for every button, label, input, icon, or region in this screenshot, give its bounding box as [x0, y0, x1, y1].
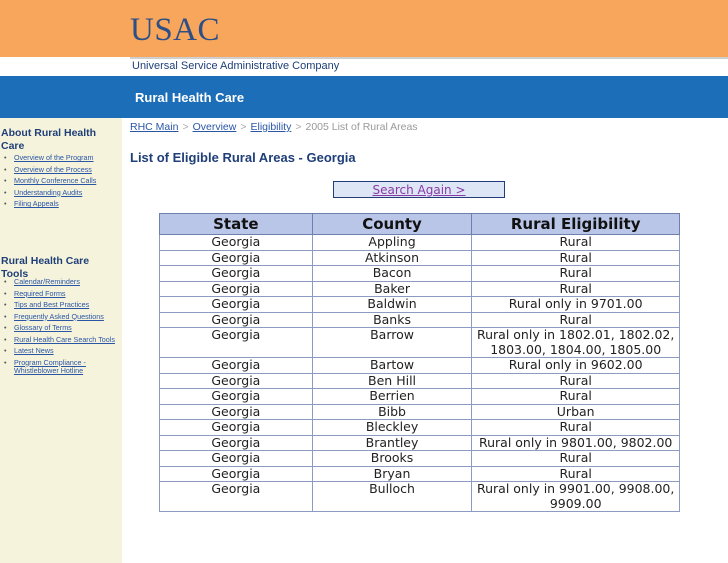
- sidebar-heading-tools: Rural Health Care Tools: [1, 255, 90, 280]
- county-cell: Brooks: [312, 451, 472, 467]
- state-cell: Georgia: [160, 358, 313, 374]
- section-band: [0, 76, 728, 118]
- state-cell: Georgia: [160, 281, 313, 297]
- state-cell: Georgia: [160, 328, 313, 358]
- county-cell: Bacon: [312, 266, 472, 282]
- eligibility-cell: Rural only in 9602.00: [472, 358, 680, 374]
- sidebar-link[interactable]: • Glossary of Terms: [0, 324, 120, 333]
- sidebar-link[interactable]: • Program Compliance - Whistleblower Hotline: [0, 359, 120, 376]
- eligibility-cell: Rural only in 9801.00, 9802.00: [472, 435, 680, 451]
- table-row: [160, 312, 680, 328]
- eligibility-cell: Rural: [472, 250, 680, 266]
- eligibility-cell: Rural: [472, 312, 680, 328]
- sidebar-list-about: [0, 154, 120, 212]
- eligibility-cell: Rural: [472, 466, 680, 482]
- sidebar-link[interactable]: • Monthly Conference Calls: [0, 177, 120, 186]
- table-row: [160, 435, 680, 451]
- subheader: [0, 57, 728, 76]
- table-row: [160, 389, 680, 405]
- state-cell: Georgia: [160, 312, 313, 328]
- company-name: Universal Service Administrative Company: [132, 60, 340, 72]
- column-header: Rural Eligibility: [472, 214, 680, 235]
- eligibility-cell: Rural: [472, 420, 680, 436]
- eligibility-cell: Rural only in 9701.00: [472, 297, 680, 313]
- breadcrumb-link[interactable]: RHC Main: [130, 121, 179, 133]
- site-header: [0, 0, 728, 57]
- sidebar: [0, 118, 122, 563]
- table-row: [160, 466, 680, 482]
- table-header-row: [160, 214, 680, 235]
- sidebar-link[interactable]: • Overview of the Program: [0, 154, 120, 163]
- state-cell: Georgia: [160, 451, 313, 467]
- page-title: List of Eligible Rural Areas - Georgia: [130, 150, 356, 165]
- usac-logo[interactable]: USAC: [130, 12, 221, 48]
- breadcrumb-separator: >: [295, 121, 302, 133]
- state-cell: Georgia: [160, 250, 313, 266]
- sidebar-link[interactable]: • Understanding Audits: [0, 189, 120, 198]
- search-again-button[interactable]: Search Again >: [333, 181, 505, 198]
- table-row: [160, 281, 680, 297]
- section-title: Rural Health Care: [135, 90, 245, 105]
- county-cell: Banks: [312, 312, 472, 328]
- state-cell: Georgia: [160, 435, 313, 451]
- county-cell: Berrien: [312, 389, 472, 405]
- state-cell: Georgia: [160, 389, 313, 405]
- table-row: [160, 297, 680, 313]
- eligibility-cell: Rural: [472, 281, 680, 297]
- table-row: [160, 235, 680, 251]
- county-cell: Appling: [312, 235, 472, 251]
- table-row: [160, 373, 680, 389]
- state-cell: Georgia: [160, 266, 313, 282]
- eligibility-cell: Rural: [472, 389, 680, 405]
- sidebar-heading-about: About Rural Health Care: [1, 127, 97, 152]
- sidebar-link[interactable]: • Calendar/Reminders: [0, 278, 120, 287]
- county-cell: Baldwin: [312, 297, 472, 313]
- table-row: [160, 358, 680, 374]
- state-cell: Georgia: [160, 482, 313, 512]
- eligibility-cell: Rural: [472, 373, 680, 389]
- eligibility-cell: Rural: [472, 235, 680, 251]
- sidebar-link[interactable]: • Latest News: [0, 347, 120, 356]
- county-cell: Bartow: [312, 358, 472, 374]
- state-cell: Georgia: [160, 373, 313, 389]
- state-cell: Georgia: [160, 404, 313, 420]
- county-cell: Barrow: [312, 328, 472, 358]
- column-header: State: [160, 214, 313, 235]
- table-row: [160, 250, 680, 266]
- table-row: [160, 482, 680, 512]
- county-cell: Bibb: [312, 404, 472, 420]
- state-cell: Georgia: [160, 297, 313, 313]
- county-cell: Bulloch: [312, 482, 472, 512]
- sidebar-link[interactable]: • Required Forms: [0, 290, 120, 299]
- eligibility-cell: Rural only in 9901.00, 9908.00, 9909.00: [472, 482, 680, 512]
- divider: [130, 57, 728, 59]
- table-body: [160, 235, 680, 512]
- eligibility-cell: Urban: [472, 404, 680, 420]
- breadcrumb-current: 2005 List of Rural Areas: [305, 121, 418, 133]
- county-cell: Brantley: [312, 435, 472, 451]
- state-cell: Georgia: [160, 420, 313, 436]
- state-cell: Georgia: [160, 466, 313, 482]
- state-cell: Georgia: [160, 235, 313, 251]
- sidebar-list-tools: [0, 278, 120, 379]
- breadcrumb-link[interactable]: Eligibility: [250, 121, 292, 133]
- table-row: [160, 266, 680, 282]
- breadcrumb-separator: >: [240, 121, 247, 133]
- sidebar-link[interactable]: • Overview of the Process: [0, 166, 120, 175]
- county-cell: Bryan: [312, 466, 472, 482]
- sidebar-link[interactable]: • Rural Health Care Search Tools: [0, 336, 120, 345]
- sidebar-link[interactable]: • Tips and Best Practices: [0, 301, 120, 310]
- sidebar-link[interactable]: • Frequently Asked Questions: [0, 313, 120, 322]
- breadcrumb: [130, 121, 418, 133]
- county-cell: Baker: [312, 281, 472, 297]
- sidebar-link[interactable]: • Filing Appeals: [0, 200, 120, 209]
- county-cell: Atkinson: [312, 250, 472, 266]
- eligibility-cell: Rural only in 1802.01, 1802.02, 1803.00, 1804.00, 1805.00: [472, 328, 680, 358]
- table-row: [160, 404, 680, 420]
- eligibility-cell: Rural: [472, 451, 680, 467]
- table-row: [160, 420, 680, 436]
- table-row: [160, 451, 680, 467]
- breadcrumb-link[interactable]: Overview: [192, 121, 237, 133]
- eligibility-cell: Rural: [472, 266, 680, 282]
- table-row: [160, 328, 680, 358]
- county-cell: Ben Hill: [312, 373, 472, 389]
- breadcrumb-separator: >: [182, 121, 189, 133]
- rural-areas-table: [159, 213, 680, 512]
- column-header: County: [312, 214, 472, 235]
- county-cell: Bleckley: [312, 420, 472, 436]
